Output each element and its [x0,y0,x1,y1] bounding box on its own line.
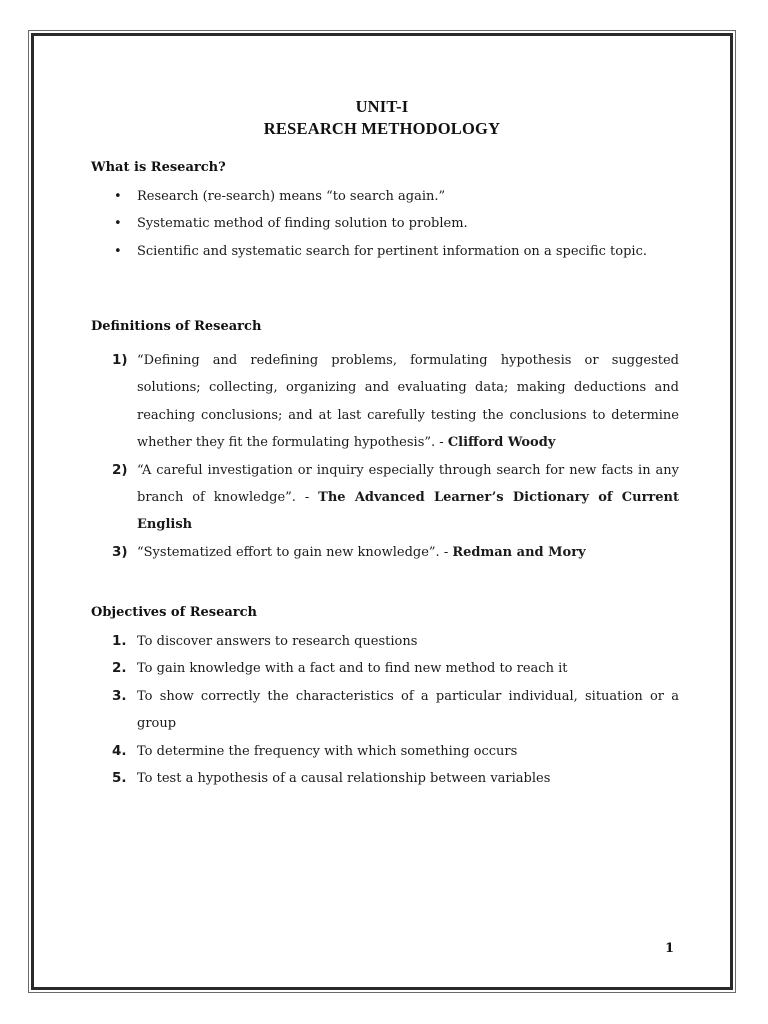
objective-item [112,765,679,792]
section-heading-definitions: Definitions of Research [91,319,262,334]
definition-item [112,347,679,457]
definition-item [112,539,679,566]
section-heading-what-is-research: What is Research? [91,160,226,175]
objective-text: To discover answers to research questions [137,634,418,649]
list-item [114,183,679,210]
title-block [34,96,730,140]
list-item-text: Systematic method of finding solution to problem. [137,216,468,232]
list-marker: 1. [112,633,127,649]
objective-text: To determine the frequency with which something occurs [137,743,518,759]
objective-item [112,683,679,738]
what-is-research-list [114,183,679,265]
objective-text: To test a hypothesis of a causal relationship between variables [137,771,551,787]
bullet-icon: • [114,216,122,232]
definition-text: “Systematized effort to gain new knowledge”. - [137,544,453,560]
list-marker: 2) [112,461,128,478]
document-page [31,33,733,990]
list-marker: 3) [112,543,128,560]
page-number: 1 [664,941,674,956]
list-marker: 2. [112,660,127,677]
section-heading-objectives: Objectives of Research [91,605,258,620]
list-marker: 5. [112,770,127,787]
subject-title: RESEARCH METHODOLOGY [263,119,501,138]
definitions-list [112,347,679,566]
definition-source: Clifford Woody [447,435,556,451]
objective-item [112,628,679,655]
objectives-list [112,628,679,792]
bullet-icon: • [114,243,122,259]
definition-source: The Advanced Learner’s Dictionary of Current English [137,490,679,533]
definition-item [112,457,679,539]
list-marker: 3. [112,687,127,704]
objective-text: To show correctly the characteristics of a particular individual, situation or a group [137,688,679,732]
list-item-text: Scientific and systematic search for pertinent information on a specific topic. [137,243,647,259]
list-marker: 4. [112,742,127,759]
definition-source: Redman and Mory [452,544,586,560]
unit-title: UNIT-I [355,97,409,116]
list-item [114,210,679,237]
definition-text: “A careful investigation or inquiry especially through search for new facts in any branch of knowledge”. - [137,462,679,506]
list-item [114,238,679,265]
bullet-icon: • [114,189,122,204]
list-marker: 1) [112,352,128,368]
definition-text: “Defining and redefining problems, formulating hypothesis or suggested solutions; collecting, organizing and evaluating data; making deductions and reaching conclusions; and at last carefully testing the conclusions to determine whether they fit the formulating hypothesis”. - [137,353,679,451]
list-item-text: Research (re-search) means “to search again.” [137,189,446,204]
objective-text: To gain knowledge with a fact and to find new method to reach it [137,661,568,677]
objective-item [112,738,679,765]
objective-item [112,655,679,682]
